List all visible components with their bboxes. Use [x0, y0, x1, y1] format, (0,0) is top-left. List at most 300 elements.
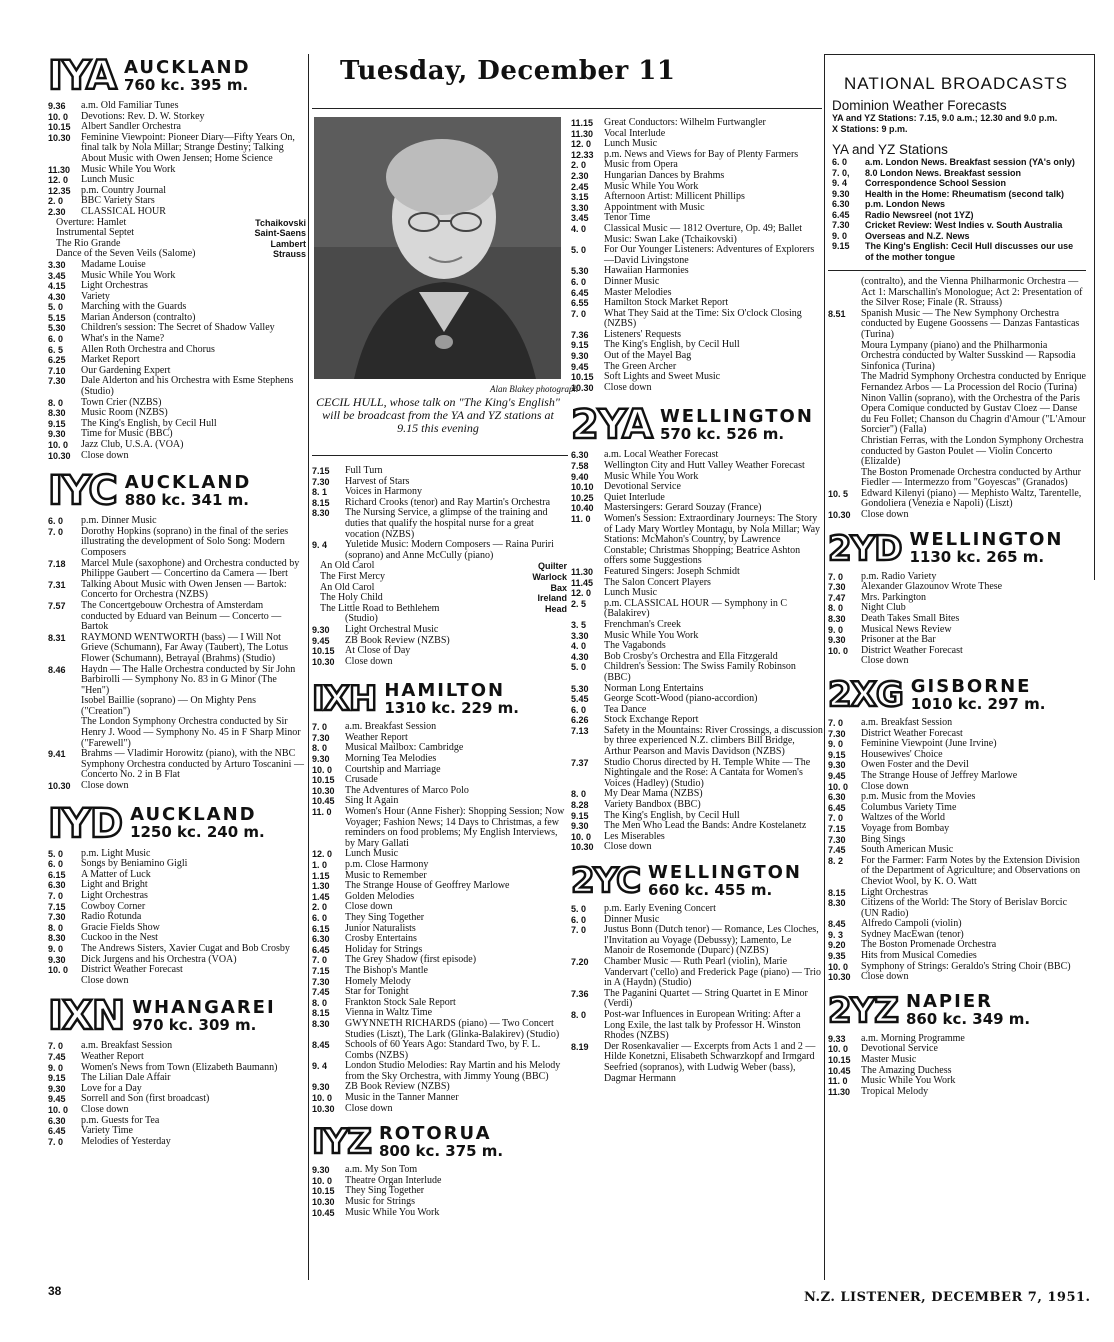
program-title: Town Crier (NZBS) — [81, 396, 162, 408]
program-title: District Weather Forecast — [861, 727, 963, 739]
program-title: District Weather Forecast — [861, 644, 963, 656]
program-title: Close down — [345, 1102, 393, 1114]
program-title: Music While You Work — [81, 269, 176, 281]
program-time: 8.30 — [312, 1018, 330, 1029]
program-item — [48, 781, 306, 792]
program-title: Featured Singers: Joseph Schmidt — [604, 565, 740, 577]
program-time: 7.30 — [828, 728, 846, 739]
program-time: 10. 0 — [828, 961, 849, 972]
program-title: Women's News from Town (Elizabeth Baumann) — [81, 1061, 278, 1073]
program-item — [48, 133, 306, 165]
program-time: 7.20 — [571, 956, 589, 967]
program-item — [571, 309, 823, 330]
program-time: 2.45 — [571, 181, 589, 192]
national-item — [832, 231, 1080, 242]
program-title: Lunch Music — [604, 587, 658, 599]
column-2 — [312, 466, 567, 1218]
program-title: Tropical Melody — [861, 1085, 929, 1097]
composer: Bax — [550, 582, 567, 593]
program-time: 8.31 — [48, 632, 66, 643]
program-time: 6.30 — [828, 792, 846, 803]
program-time: 6.30 — [48, 880, 66, 891]
station-frequency: 1130 kc. 265 m. — [909, 548, 1045, 567]
program-time: 9.45 — [48, 1094, 66, 1105]
program-time: 6.30 — [48, 1115, 66, 1126]
program-time: 10.30 — [48, 450, 71, 461]
publication-footer: N.Z. LISTENER, DECEMBER 7, 1951. — [804, 1290, 1091, 1305]
program-title: Quiet Interlude — [604, 491, 665, 503]
program-item — [312, 913, 567, 924]
program-title: The King's English: Cecil Hull discusses our use of the mother tongue — [865, 241, 1074, 262]
program-time: 10. 0 — [571, 831, 592, 842]
program-time: 6. 0 — [312, 912, 328, 923]
program-time: 10.10 — [571, 482, 594, 493]
station-city: WELLINGTON — [659, 405, 814, 427]
program-time: 6.45 — [312, 944, 330, 955]
program-title: Lunch Music — [604, 138, 658, 150]
program-item — [48, 1105, 306, 1116]
program-time: 7. 0 — [828, 571, 844, 582]
program-time: 7.30 — [48, 376, 66, 387]
station-city: WELLINGTON — [648, 861, 802, 883]
program-time: 7.30 — [312, 976, 330, 987]
program-title: Variety Time — [81, 1125, 133, 1137]
composer: Quilter — [537, 561, 567, 572]
program-time: 10.15 — [828, 1055, 851, 1066]
program-time: 7.30 — [312, 476, 330, 487]
program-time: 10.15 — [312, 775, 335, 786]
program-time: 6. 0 — [832, 157, 848, 167]
program-item — [312, 1104, 567, 1115]
program-item — [48, 440, 306, 451]
program-title: Close down — [861, 509, 909, 521]
program-time: 8. 0 — [48, 397, 64, 408]
program-item — [312, 508, 567, 540]
program-time: 8.30 — [828, 898, 846, 909]
program-title: Weather Report — [345, 731, 408, 743]
program-time: 6. 0 — [48, 334, 64, 345]
program-time: 7.45 — [828, 845, 846, 856]
program-title: Studio Chorus directed by H. Temple White — The Nightingale and the Rose: A Cantata for Women's Voices (Hadley) (Studio) — [604, 756, 811, 789]
program-time: 8.30 — [48, 933, 66, 944]
program-time: 8.51 — [828, 308, 846, 319]
program-title: Frenchman's Creek — [604, 618, 682, 630]
program-title: Close down — [345, 901, 393, 913]
program-title: The Vagabonds — [604, 640, 666, 652]
program-time: 7.58 — [571, 461, 589, 472]
program-time: 9.45 — [828, 770, 846, 781]
program-title: Alexander Glazounov Wrote These — [861, 581, 1003, 593]
weather-line: X Stations: 9 p.m. — [832, 123, 908, 134]
program-title: p.m. Music from the Movies — [861, 791, 976, 803]
program-time: 9.30 — [48, 429, 66, 440]
program-time: 9.30 — [571, 821, 589, 832]
program-title: Voyage from Bombay — [861, 822, 950, 834]
column-rule — [308, 54, 309, 1280]
program-title: Feminine Viewpoint: Pioneer Diary—Fifty Years On, final talk by Nola Millar; Strange Destiny; Talking About Music with Owen Jensen; Home Science — [81, 131, 295, 164]
program-item — [312, 540, 567, 561]
program-title: Star for Tonight — [345, 986, 409, 998]
program-time: 9.30 — [312, 624, 330, 635]
program-title: Light Orchestras — [81, 890, 148, 901]
program-time: 10.30 — [828, 510, 851, 521]
program-item — [312, 1208, 567, 1219]
program-item — [48, 207, 306, 218]
program-title: Health in the Home: Rheumatism (second talk) — [865, 188, 1065, 199]
station-callsign: IYD — [48, 800, 123, 847]
program-time: 9.30 — [312, 754, 330, 765]
station-frequency: 970 kc. 309 m. — [132, 1015, 257, 1034]
program-title: Our Gardening Expert — [81, 364, 171, 376]
program-time: 10. 0 — [48, 1104, 69, 1115]
program-time: 1.30 — [312, 881, 330, 892]
program-time: 9.30 — [48, 954, 66, 965]
program-time: 6.45 — [571, 287, 589, 298]
program-title: Post-war Influences in European Writing: After a Long Exile, the last talk by Professor H. Winston Rhodes (NZBS) — [604, 1008, 801, 1042]
program-time: 8. 0 — [312, 743, 328, 754]
station-1yd-header — [48, 800, 306, 847]
program-title: p.m. News and Views for Bay of Plenty Farmers — [604, 148, 799, 160]
column-4 — [828, 54, 1086, 1097]
program-time: 7.37 — [571, 757, 589, 768]
program-time: 11.30 — [48, 164, 71, 175]
program-title: Love for a Day — [81, 1082, 142, 1094]
program-time: 8. 1 — [312, 487, 328, 498]
program-title: Out of the Mayel Bag — [604, 350, 692, 362]
program-time: 12. 0 — [48, 175, 69, 186]
program-time: 7.18 — [48, 558, 66, 569]
program-time: 8. 0 — [571, 1009, 587, 1020]
national-item — [832, 168, 1080, 179]
program-title: Courtship and Marriage — [345, 763, 441, 775]
program-time: 6.30 — [312, 934, 330, 945]
program-time: 10.30 — [48, 132, 71, 143]
program-title: Citizens of the World: The Story of Berislav Borcic (UN Radio) — [861, 897, 1068, 919]
program-title: Close down — [81, 449, 129, 461]
program-time: 9.41 — [48, 749, 66, 760]
program-item — [571, 224, 823, 245]
program-title: Wellington City and Hutt Valley Weather Forecast — [604, 460, 805, 472]
program-title: p.m. Early Evening Concert — [604, 903, 716, 914]
program-item — [571, 957, 823, 989]
program-time: 1.45 — [312, 891, 330, 902]
program-time — [312, 614, 345, 625]
station-frequency: 800 kc. 375 m. — [378, 1141, 504, 1160]
program-time: 8. 0 — [312, 997, 328, 1008]
composer: Tchaikovski — [255, 217, 306, 228]
national-broadcasts-box — [828, 74, 1086, 262]
program-time: 5. 0 — [571, 904, 587, 914]
program-title: Radio Rotunda — [81, 911, 142, 923]
program-time: 9. 4 — [832, 178, 848, 188]
photo-caption: CECIL HULL, whose talk on "The King's English" will be broadcast from the YA and YZ stations at 9.15 this evening — [316, 395, 560, 435]
program-title: Close down — [604, 841, 652, 853]
station-city: AUCKLAND — [124, 471, 252, 493]
program-item — [828, 277, 1086, 309]
program-title: Sing It Again — [345, 795, 399, 807]
program-title: They Sing Together — [345, 911, 425, 923]
program-title: Music from Opera — [604, 159, 678, 171]
program-item — [48, 527, 306, 559]
station-2yz-header — [828, 990, 1086, 1031]
program-title: (Studio) — [345, 613, 378, 625]
program-title: Overseas and N.Z. News — [865, 230, 970, 241]
program-time: 12. 0 — [571, 588, 592, 599]
program-time: 9.35 — [828, 951, 846, 962]
program-time: 2.30 — [571, 170, 589, 181]
program-title: Devotions: Rev. D. W. Storkey — [81, 110, 205, 122]
program-title: At Close of Day — [345, 645, 411, 657]
program-time: 8.15 — [312, 1008, 330, 1019]
program-time: 3.30 — [571, 630, 589, 641]
station-2xg-header — [828, 677, 1086, 713]
program-title: a.m. Breakfast Session — [861, 717, 953, 728]
program-sublist — [48, 218, 306, 260]
program-time: 8.15 — [828, 887, 846, 898]
work-title: Dance of the Seven Veils (Salome) — [56, 248, 196, 260]
program-time: 7. 0 — [571, 308, 587, 319]
program-time: 7. 0 — [312, 955, 328, 966]
program-title: Radio Newsreel (not 1YZ) — [865, 209, 974, 220]
program-title: Yuletide Music: Modern Composers — Raina Puriri (soprano) and Anne McCully (piano) — [345, 539, 554, 561]
program-time: 7. 0 — [312, 722, 328, 733]
program-time: 6.55 — [571, 298, 589, 309]
program-time: 7.45 — [312, 987, 330, 998]
program-time: 8. 0 — [828, 603, 844, 614]
program-item — [828, 972, 1086, 983]
program-time: 10.30 — [312, 1103, 335, 1114]
program-title: p.m. Light Music — [81, 847, 151, 859]
program-time: 7. 0, — [832, 167, 850, 178]
program-title: Bob Crosby's Orchestra and Ella Fitzgerald — [604, 650, 778, 662]
program-title: Cricket Review: West Indies v. South Australia — [865, 220, 1063, 230]
program-list — [48, 849, 306, 987]
station-1ya-header — [48, 54, 306, 99]
program-title: Cowboy Corner — [81, 900, 146, 912]
program-time: 7.30 — [48, 912, 66, 923]
page-number: 38 — [48, 1284, 62, 1298]
program-time: 9.15 — [48, 418, 66, 429]
program-time: 4. 0 — [571, 641, 587, 652]
program-time: 10. 0 — [48, 965, 69, 976]
station-callsign: 2YD — [828, 528, 902, 569]
program-item — [48, 633, 306, 665]
program-title: Frankton Stock Sale Report — [345, 996, 456, 1008]
station-frequency: 1250 kc. 240 m. — [130, 823, 265, 842]
program-title: Schools of 60 Years Ago: Standard Two, by F. L. Combs (NZBS) — [345, 1039, 541, 1061]
program-title: RAYMOND WENTWORTH (bass) — I Will Not Grieve (Schumann), Far Away (Taubert), The Lotus Flower (Schumann), Betrayal (Brahms) (Studio) — [81, 631, 289, 664]
program-time: 6.45 — [828, 802, 846, 813]
program-title: Ninon Vallin (soprano), with the Orchestra of the Paris Opera Comique conducted by Gustav Cloez — Danse du Feu Follet; Chanson du Chagrin d'Amour ("L'Amour Sorcier") (Falla) — [861, 392, 1086, 436]
program-time: 10.30 — [312, 1197, 335, 1208]
program-title: Appointment with Music — [604, 201, 705, 213]
program-item — [571, 758, 823, 790]
program-time: 9. 0 — [828, 739, 844, 750]
national-item — [832, 210, 1080, 221]
program-list — [828, 277, 1086, 521]
program-title: Edward Kilenyi (piano) — Mephisto Waltz, Tarentelle, Gondoliera (Venezia e Napoli) (Liszt) — [861, 487, 1082, 510]
program-sublist — [312, 561, 567, 614]
column-3 — [571, 118, 823, 1084]
program-item — [828, 309, 1086, 341]
program-list — [48, 516, 306, 791]
program-title: Vocal Interlude — [604, 127, 666, 139]
yayz-title: YA and YZ Stations — [832, 142, 948, 157]
program-time: 10.30 — [571, 382, 594, 393]
program-item — [48, 665, 306, 697]
program-title: Albert Sandler Orchestra — [81, 121, 181, 133]
program-time: 8. 0 — [48, 922, 64, 933]
program-title: Isobel Baillie (soprano) — On Mighty Pens ("Creation") — [81, 695, 256, 717]
program-time: 7.10 — [48, 365, 66, 376]
program-title: Close down — [861, 971, 909, 983]
program-title: Music While You Work — [604, 470, 699, 482]
program-title: Children's session: The Secret of Shadow Valley — [81, 322, 275, 334]
program-time: 9.20 — [828, 940, 846, 951]
box-rule — [1094, 54, 1095, 580]
program-time: 3.30 — [48, 259, 66, 270]
program-item — [312, 1061, 567, 1082]
program-title: p.m. CLASSICAL HOUR — Symphony in C (Balakirev) — [604, 597, 787, 620]
program-time — [828, 436, 861, 468]
program-time: 7. 0 — [828, 813, 844, 824]
national-item — [832, 199, 1080, 210]
program-title: Christian Ferras, with the London Symphony Orchestra conducted by Gaston Poulet — Violin Concerto (Elizalde) — [861, 434, 1084, 468]
station-city: WELLINGTON — [909, 529, 1064, 551]
program-title: Alfredo Campoli (violin) — [861, 918, 962, 930]
photo-credit: Alan Blakey photograph — [490, 384, 578, 394]
program-title: They Sing Together — [345, 1185, 425, 1197]
program-item — [828, 898, 1086, 919]
program-title: Music to Remember — [345, 869, 427, 881]
station-callsign: 2XG — [828, 675, 903, 715]
program-time: 4.30 — [571, 651, 589, 662]
program-title: Marian Anderson (contralto) — [81, 311, 196, 323]
program-title: Madame Louise — [81, 258, 146, 270]
program-title: George Scott-Wood (piano-accordion) — [604, 693, 758, 705]
program-title: For the Farmer: Farm Notes by the Extension Division of the Department of Agriculture; and Observations on Cheviot Wool, by K. O. Watt — [861, 854, 1081, 887]
program-item — [312, 657, 567, 668]
program-time: 4.30 — [48, 291, 66, 302]
program-title: a.m. Local Weather Forecast — [604, 449, 719, 461]
program-time: 4.15 — [48, 281, 66, 292]
program-title: The Strange House of Geoffrey Marlowe — [345, 880, 510, 892]
station-frequency: 880 kc. 341 m. — [124, 490, 249, 509]
program-title: Close down — [81, 1103, 129, 1115]
program-title: Housewives' Choice — [861, 748, 943, 760]
program-title: a.m. My Son Tom — [345, 1164, 418, 1176]
program-title: a.m. Old Familiar Tunes — [81, 100, 179, 111]
program-title: Music While You Work — [81, 163, 176, 175]
national-item — [832, 220, 1080, 231]
program-time: 7. 0 — [571, 925, 587, 936]
program-time: 3.45 — [48, 270, 66, 281]
program-item — [571, 842, 823, 853]
station-frequency: 1310 kc. 229 m. — [384, 698, 519, 717]
program-title: Hamilton Stock Market Report — [604, 297, 729, 309]
column-1 — [48, 54, 306, 1147]
program-list — [828, 718, 1086, 983]
program-title: Moura Lympany (piano) and the Philharmonia Orchestra conducted by Walter Susskind — Rapsodia Sinfonica (Turina) — [861, 339, 1076, 372]
program-title: Music for Strings — [345, 1196, 415, 1208]
program-time: 8.28 — [571, 800, 589, 811]
program-time: 5.45 — [571, 694, 589, 705]
program-title: Waltzes of the World — [861, 812, 946, 824]
program-time: 11.30 — [571, 128, 594, 139]
program-title: Tenor Time — [604, 212, 651, 224]
program-title: Close down — [81, 974, 129, 986]
program-item — [571, 620, 823, 631]
program-time: 8.30 — [48, 408, 66, 419]
station-frequency: 570 kc. 526 m. — [659, 424, 785, 443]
composer: Warlock — [532, 571, 567, 582]
program-item — [571, 567, 823, 578]
station-frequency: 660 kc. 455 m. — [648, 880, 773, 899]
program-time — [828, 277, 861, 309]
program-title: For Our Younger Listeners: Adventures of Explorers—David Livingstone — [604, 244, 815, 266]
program-title: a.m. Morning Programme — [861, 1032, 965, 1044]
program-title: The Concertgebouw Orchestra of Amsterdam conducted by Eduard van Beinum — Concerto — Bartok — [81, 599, 282, 633]
program-title: Dorothy Hopkins (soprano) in the final of the series illustrating the development of Solo Song: Modern Composers — [81, 525, 289, 558]
program-time: 10. 5 — [828, 488, 849, 499]
program-item — [48, 580, 306, 601]
composer: Strauss — [272, 249, 306, 260]
program-title: The Paganini Quartet — String Quartet in E Minor (Verdi) — [604, 987, 808, 1010]
national-item — [832, 157, 1080, 168]
program-title: Music While You Work — [604, 180, 699, 192]
program-title: Vienna in Waltz Time — [345, 1007, 433, 1019]
program-title: Symphony of Strings: Geraldo's String Choir (BBC) — [861, 960, 1071, 972]
program-title: Norman Long Entertains — [604, 682, 704, 694]
station-city: WHANGAREI — [132, 996, 276, 1018]
program-item — [571, 1042, 823, 1084]
program-time: 10.15 — [312, 1186, 335, 1197]
program-time: 10. 0 — [828, 1044, 849, 1055]
program-time: 9.30 — [312, 1082, 330, 1093]
program-time: 10. 0 — [828, 781, 849, 792]
program-title: Light Orchestral Music — [345, 623, 439, 635]
program-list — [571, 450, 823, 853]
program-time: 9.30 — [832, 188, 850, 199]
program-title: Sydney MacEwan (tenor) — [861, 928, 964, 940]
program-title: Justus Bonn (Dutch tenor) — Romance, Les Cloches, l'Invitation au Voyage (Debussy); Lamento, Le Manoir de Rosemonde (Duparc) (NZBS) — [604, 924, 819, 957]
program-title: Music While You Work — [861, 1075, 956, 1087]
program-title: Devotional Service — [604, 481, 681, 493]
program-time: 10. 0 — [312, 764, 333, 775]
program-title: Richard Crooks (tenor) and Ray Martin's Orchestra — [345, 496, 551, 508]
program-title: Close down — [604, 381, 652, 393]
program-item — [571, 383, 823, 394]
program-time: 7.31 — [48, 579, 66, 590]
headline-rule — [312, 108, 822, 109]
program-time: 5. 0 — [48, 848, 64, 859]
program-title: Music in the Tanner Manner — [345, 1092, 459, 1104]
program-title: Harvest of Stars — [345, 475, 410, 487]
program-title: BBC Variety Stars — [81, 195, 155, 207]
program-time: 7. 0 — [828, 718, 844, 728]
program-time: 9.45 — [312, 635, 330, 646]
page-headline: Tuesday, December 11 — [340, 56, 676, 86]
program-time: 9.15 — [828, 749, 846, 760]
program-title: Junior Naturalists — [345, 922, 416, 934]
program-time: 5. 0 — [48, 302, 64, 313]
program-item — [571, 904, 823, 915]
program-time: 10.30 — [828, 972, 851, 983]
program-title: Holiday for Strings — [345, 943, 423, 955]
program-time: 10.45 — [828, 1065, 851, 1076]
composer: Lambert — [270, 238, 306, 249]
program-list — [48, 260, 306, 461]
